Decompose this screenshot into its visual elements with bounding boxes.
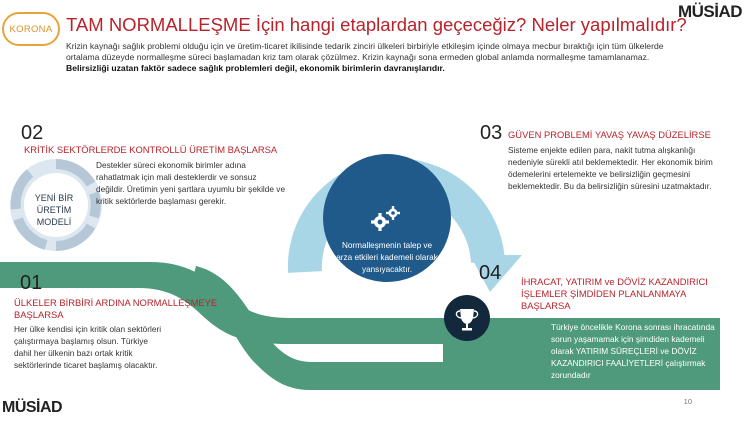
page-title: TAM NORMALLEŞME İçin hangi etaplardan geçeceğiz? Neler yapılmalıdır? (66, 14, 687, 35)
step-04-title: İHRACAT, YATIRIM ve DÖVİZ KAZANDIRICI İŞLEMLER ŞİMDİDEN PLANLANMAYA BAŞLARSA (521, 276, 708, 311)
intro-bold-text: Belirsizliği uzatan faktör sadece sağlık problemleri değil, ekonomik birimlerin davranışlarıdır. (66, 63, 445, 73)
step-02-title: KRİTİK SEKTÖRLERDE KONTROLLÜ ÜRETİM BAŞLARSA (24, 144, 278, 155)
step-04-number: 04 (479, 262, 502, 284)
intro-text: Krizin kaynağı sağlık problemi olduğu için ve üretim-ticaret ikilisinde tedarik zinciri ülkeleri birbiriyle etkileşim içinde olmaya mecbur bıraktığı için tüm ülkelerde ortalama düzeyde normalleşme süreci başlamadan kriz tam olarak çözülmez. Krizin kaynağı sona ermeden global anlamda normalleşme tamamlanamaz. (66, 41, 664, 62)
step-03-text: Sisteme enjekte edilen para, nakit tutma alışkanlığı nedeniyle sürekli atıl beklemektedir. Her ekonomik birim ödemelerini ertelemekte ve belirsizliğin geçmesini beklemektedir. Bu da belirsizliğin süresini uzatmaktadır. (508, 145, 713, 191)
step-01-number: 01 (20, 272, 43, 294)
wheel-label: YENİ BİR ÜRETİM MODELİ (34, 193, 74, 227)
step-04-text: Türkiye öncelikle Korona sonrası ihracatında sorun yaşamamak için şimdiden kademeli olarak YATIRIM SÜREÇLERİ ve DÖVİZ KAZANDIRICI FAALİYETLERİ çalıştırmak zorundadır (551, 322, 715, 380)
step-01-text: Her ülke kendisi için kritik olan sektörleri çalıştırmaya başlamış olsun. Türkiye dahil her ülkenin bazı ortak kritik sektörlerinde ticaret başlamış olacaktır. (14, 324, 162, 370)
step-02-text: Destekler süreci ekonomik birimler adına rahatlatmak için mali desteklerdir ve sonsuz değildir. Üretimin yeni şartlara uyumlu bir şekilde ve kritik sektörlerde başlaması gerekir. (96, 160, 286, 206)
step-01-title: ÜLKELER BİRBİRİ ARDINA NORMALLEŞMEYE BAŞLARSA (14, 297, 218, 320)
korona-badge: KORONA (2, 12, 60, 46)
step-03-number: 03 (480, 122, 503, 144)
musiad-logo-top: MÜSİAD (677, 2, 742, 21)
musiad-logo-bottom: MÜSİAD (2, 399, 63, 416)
step-03-title: GÜVEN PROBLEMİ YAVAŞ YAVAŞ DÜZELİRSE (508, 129, 711, 140)
step-02-number: 02 (21, 122, 44, 144)
center-circle-text: Normalleşmenin talep ve arza etkileri kademeli olarak yansıyacaktır. (336, 241, 438, 274)
page-number: 10 (683, 397, 692, 406)
